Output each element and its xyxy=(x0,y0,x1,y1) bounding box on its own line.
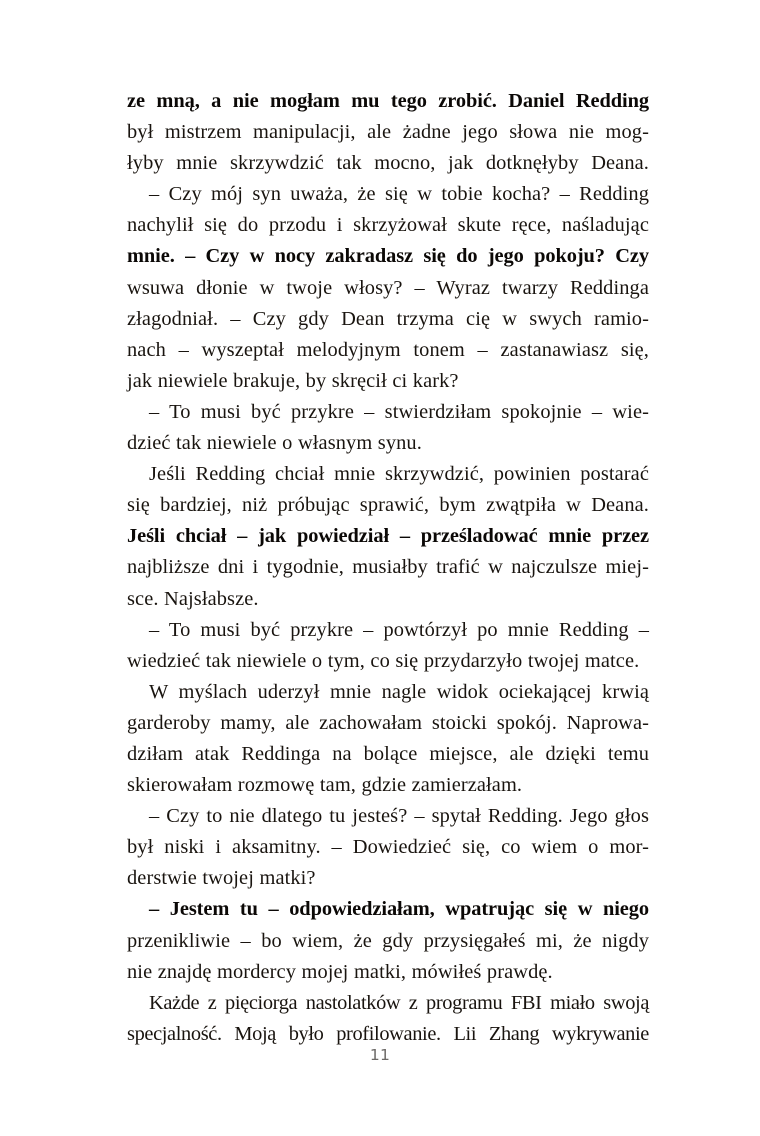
text-line: nachylił się do przodu i skrzyżował skute ręce, naśladując xyxy=(127,214,649,237)
text-line: dzieć tak niewiele o własnym synu. xyxy=(127,432,422,455)
text-line: nie znajdę mordercy mojej matki, mówiłeś prawdę. xyxy=(127,960,553,983)
paragraph-9 xyxy=(127,988,649,1050)
text-line: dziłam atak Reddinga na bolące miejsce, ale dzięki temu xyxy=(127,742,649,765)
text-line: nach – wyszeptał melodyjnym tonem – zastanawiasz się, xyxy=(127,338,649,361)
text-line: Każde z pięciorga nastolatków z programu FBI miało swoją xyxy=(149,991,649,1014)
paragraph-8 xyxy=(127,894,649,987)
text-line: – To musi być przykre – powtórzył po mnie Redding – xyxy=(149,618,649,641)
text-line: – To musi być przykre – stwierdziłam spokojnie – wie- xyxy=(149,400,649,423)
text-line: się bardziej, niż próbując sprawić, bym zwątpiła w Deana. xyxy=(127,494,649,517)
page-number: 11 xyxy=(369,1046,391,1064)
text-line: sce. Najsłabsze. xyxy=(127,587,259,610)
text-line: derstwie twojej matki? xyxy=(127,867,316,890)
text-line: Jeśli Redding chciał mnie skrzywdzić, powinien postarać xyxy=(149,463,649,486)
text-line: mnie. – Czy w nocy zakradasz się do jego pokoju? Czy xyxy=(127,245,649,268)
paragraph-7 xyxy=(127,801,649,894)
text-line: – Czy mój syn uważa, że się w tobie kocha? – Redding xyxy=(149,183,649,206)
text-line: złagodniał. – Czy gdy Dean trzyma cię w swych ramio- xyxy=(127,307,649,330)
text-line: – Jestem tu – odpowiedziałam, wpatrując się w niego xyxy=(149,898,649,921)
text-line: był mistrzem manipulacji, ale żadne jego słowa nie mog- xyxy=(127,121,649,144)
text-line: – Czy to nie dlatego tu jesteś? – spytał Redding. Jego głos xyxy=(149,805,649,828)
text-line: wsuwa dłonie w twoje włosy? – Wyraz twarzy Reddinga xyxy=(127,276,649,299)
paragraph-5 xyxy=(127,615,649,677)
paragraph-1 xyxy=(127,86,649,179)
paragraph-4 xyxy=(127,459,649,614)
text-line: ze mną, a nie mogłam mu tego zrobić. Daniel Redding xyxy=(127,90,649,112)
text-line: łyby mnie skrzywdzić tak mocno, jak dotknęłyby Deana. xyxy=(127,152,649,175)
text-line: Jeśli chciał – jak powiedział – prześladować mnie przez xyxy=(127,525,649,548)
paragraph-3 xyxy=(127,397,649,459)
text-line: wiedzieć tak niewiele o tym, co się przydarzyło twojej matce. xyxy=(127,649,640,672)
text-line: jak niewiele brakuje, by skręcił ci kark? xyxy=(127,369,459,392)
text-line: garderoby mamy, ale zachowałam stoicki spokój. Naprowa- xyxy=(127,711,649,734)
text-line: przenikliwie – bo wiem, że gdy przysięgałeś mi, że nigdy xyxy=(127,929,649,952)
text-line: W myślach uderzył mnie nagle widok ociekającej krwią xyxy=(149,680,649,703)
paragraph-2 xyxy=(127,179,649,397)
paragraph-6 xyxy=(127,677,649,801)
text-line: skierowałam rozmowę tam, gdzie zamierzałam. xyxy=(127,774,523,797)
body-text-column xyxy=(127,86,649,1050)
text-line: specjalność. Moją było profilowanie. Lii Zhang wykrywanie xyxy=(127,1022,649,1045)
page-folio xyxy=(0,1046,760,1065)
text-line: najbliższe dni i tygodnie, musiałby trafić w najczulsze miej- xyxy=(127,556,649,579)
text-line: był niski i aksamitny. – Dowiedzieć się, co wiem o mor- xyxy=(127,836,649,859)
